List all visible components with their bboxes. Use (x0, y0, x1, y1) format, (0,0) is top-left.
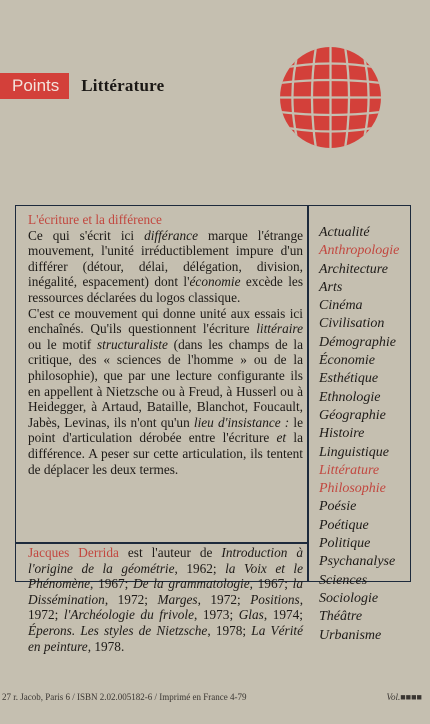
series-badge: Points (0, 73, 69, 99)
description-paragraph-2 (28, 306, 303, 478)
italic-run: la Voix et le Phénomène (28, 560, 304, 592)
text-run: le point d'articulation dérobée entre l'écriture (28, 414, 303, 446)
subject-item: Ethnologie (319, 389, 381, 405)
text-run: C'est ce mouvement qui donne unité aux essais ici enchaînés. Qu'ils questionnent l'écriture (28, 305, 303, 337)
subject-item: Sociologie (319, 590, 379, 606)
text-run: marque l'étrange mouvement, l'unité irréductiblement impure d'un différer (détour, délai, délégation, division, inégalité, espacement) dont l' (28, 227, 303, 290)
text-run: , 1974; (263, 607, 303, 623)
text-run: excède les ressources déclarées du logos classique. (28, 274, 303, 305)
italic-run: et (276, 430, 287, 446)
italic-run: Introduction à l'origine de la géométrie (28, 545, 303, 576)
italic-run: structuraliste (96, 336, 168, 352)
book-title: L'écriture et la différence (28, 212, 162, 227)
subject-item: Actualité (319, 225, 370, 240)
volume-mark: Vol.■■■■ (386, 692, 422, 702)
series-header (0, 73, 164, 99)
italic-run: lieu d'insistance : (193, 414, 290, 430)
text-run: , 1972; (104, 591, 158, 607)
text-run: , 1972; (197, 591, 251, 607)
subject-item: Philosophie (319, 481, 386, 497)
imprint-line: 27 r. Jacob, Paris 6 / ISBN 2.02.005182-6 / Imprimé en France 4-79 (2, 692, 247, 702)
subject-item: Économie (319, 353, 375, 369)
text-run: Ce qui s'écrit ici (28, 227, 145, 243)
column-divider (307, 205, 309, 582)
author-name: Jacques Derrida (28, 545, 119, 560)
text-run: (dans les champs de la critique, des « sciences de l'homme » ou de la philosophie), que par une lecture configurante ils en appellent à Nietzsche ou à Freud, à Husserl ou à Heidegger, à Artaud, Bataille, Blanchot, Foucault, Jabès, Levinas, ils n'ont qu'un (28, 336, 303, 430)
bio-text (28, 545, 303, 654)
author-bio (28, 545, 303, 654)
text-run: ou le motif (28, 336, 97, 352)
description-paragraph-1 (28, 228, 303, 306)
italic-run: La Vérité en peinture (28, 622, 303, 654)
subject-item: Théâtre (319, 609, 363, 625)
italic-run: économie (189, 274, 241, 290)
text-run: , 1962; (174, 560, 226, 576)
text-run: , 1973; (193, 607, 239, 623)
subject-item: Cinéma (319, 298, 363, 314)
subject-item: Linguistique (319, 444, 390, 460)
subject-list (319, 224, 399, 645)
description-block (28, 212, 303, 477)
subject-item: Civilisation (319, 316, 385, 332)
subject-item: Géographie (319, 407, 386, 423)
subject-item: Littérature (319, 462, 380, 478)
text-run: la différence. A peser sur cette articulation, ils tentent de déplacer les deux termes. (28, 430, 303, 477)
italic-run: Éperons. Les styles de Nietzsche (28, 622, 208, 638)
italic-run: Marges (157, 591, 198, 607)
series-name: Littérature (81, 76, 165, 95)
italic-run: littéraire (256, 321, 303, 337)
text-run: , 1978. (87, 638, 125, 654)
subject-item: Psychanalyse (319, 554, 396, 570)
section-divider (15, 542, 308, 544)
italic-run: différance (144, 227, 198, 243)
subject-item: Esthétique (319, 371, 379, 387)
italic-run: l'Archéologie du frivole (63, 607, 194, 623)
italic-run: Positions (250, 591, 300, 607)
italic-run: De la grammatologie (133, 576, 250, 592)
text-run: , 1967; (249, 576, 293, 592)
subject-item: Urbanisme (319, 627, 382, 643)
italic-run: Glas (238, 607, 264, 623)
subject-item: Poétique (319, 517, 369, 533)
subject-item: Anthropologie (319, 243, 400, 259)
subject-item: Poésie (319, 499, 357, 515)
subject-item: Histoire (319, 426, 365, 442)
text-run: , 1978; (207, 622, 252, 638)
subject-item: Architecture (319, 261, 388, 277)
text-run: , 1967; (90, 576, 134, 592)
text-run: est l'auteur de (118, 545, 222, 560)
subject-item: Sciences (319, 572, 368, 588)
points-logo-icon (279, 46, 382, 149)
subject-item: Arts (319, 279, 343, 295)
italic-run: la Dissémination (28, 576, 303, 607)
subject-item: Démographie (319, 334, 396, 350)
subject-item: Politique (319, 536, 371, 552)
text-run: , 1972; (28, 591, 304, 623)
